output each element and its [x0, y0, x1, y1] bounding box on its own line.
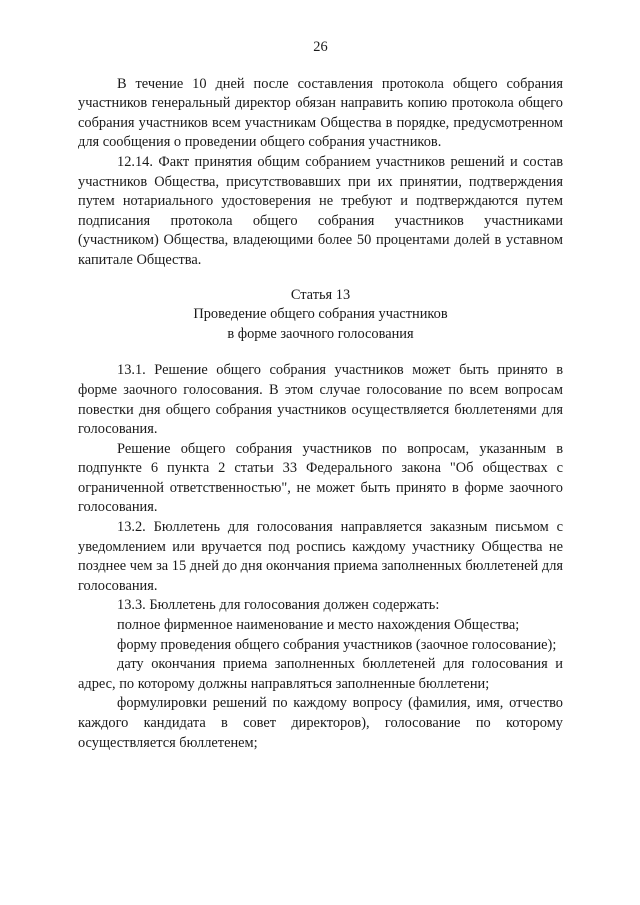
paragraph: Решение общего собрания участников по вопросам, указанным в подпункте 6 пункта 2 статьи 33 Федерального закона "Об обществах с ограниченной ответственностью", не может быть принято в форме заочного голосования.	[78, 440, 563, 516]
list-item: полное фирменное наименование и место нахождения Общества;	[117, 617, 520, 634]
list-item: дату окончания приема заполненных бюллетеней для голосования и адрес, по которому должны направляться заполненные бюллетени;	[78, 656, 563, 692]
list-item: формулировки решений по каждому вопросу (фамилия, имя, отчество каждого кандидата в совет директоров), голосование по которому осуществляется бюллетенем;	[78, 695, 563, 751]
article-title-line1: Проведение общего собрания участников	[193, 306, 448, 323]
paragraph: В течение 10 дней после составления протокола общего собрания участников генеральный директор обязан направить копию протокола общего собрания участников всем участникам Общества в порядке, предусмотренном для сообщения о проведении общего собрания участников.	[78, 75, 563, 151]
page-number: 26	[313, 39, 328, 55]
article-number: Статья 13	[290, 286, 351, 303]
article-heading	[78, 286, 563, 345]
paragraph: 12.14. Факт принятия общим собранием участников решений и состав участников Общества, присутствовавших при их принятии, подтверждения путем нотариального удостоверения не требуют и подтверждаются путем подписания протокола общего собрания участников участниками (участником) Общества, владеющими более 50 процентами долей в уставном капитале Общества.	[78, 153, 563, 268]
paragraph: 13.3. Бюллетень для голосования должен содержать:	[117, 597, 440, 614]
paragraph: 13.1. Решение общего собрания участников может быть принято в форме заочного голосования. В этом случае голосование по всем вопросам повестки дня общего собрания участников осуществляется бюллетенями для голосования.	[78, 362, 563, 438]
paragraph: 13.2. Бюллетень для голосования направляется заказным письмом с уведомлением или вручается под роспись каждому участнику Общества не позднее чем за 15 дней до дня окончания приема заполненных бюллетеней для голосования.	[78, 519, 563, 594]
article-title-line2: в форме заочного голосования	[227, 325, 414, 342]
document-page	[78, 38, 563, 753]
list-item: форму проведения общего собрания участников (заочное голосование);	[117, 636, 557, 653]
